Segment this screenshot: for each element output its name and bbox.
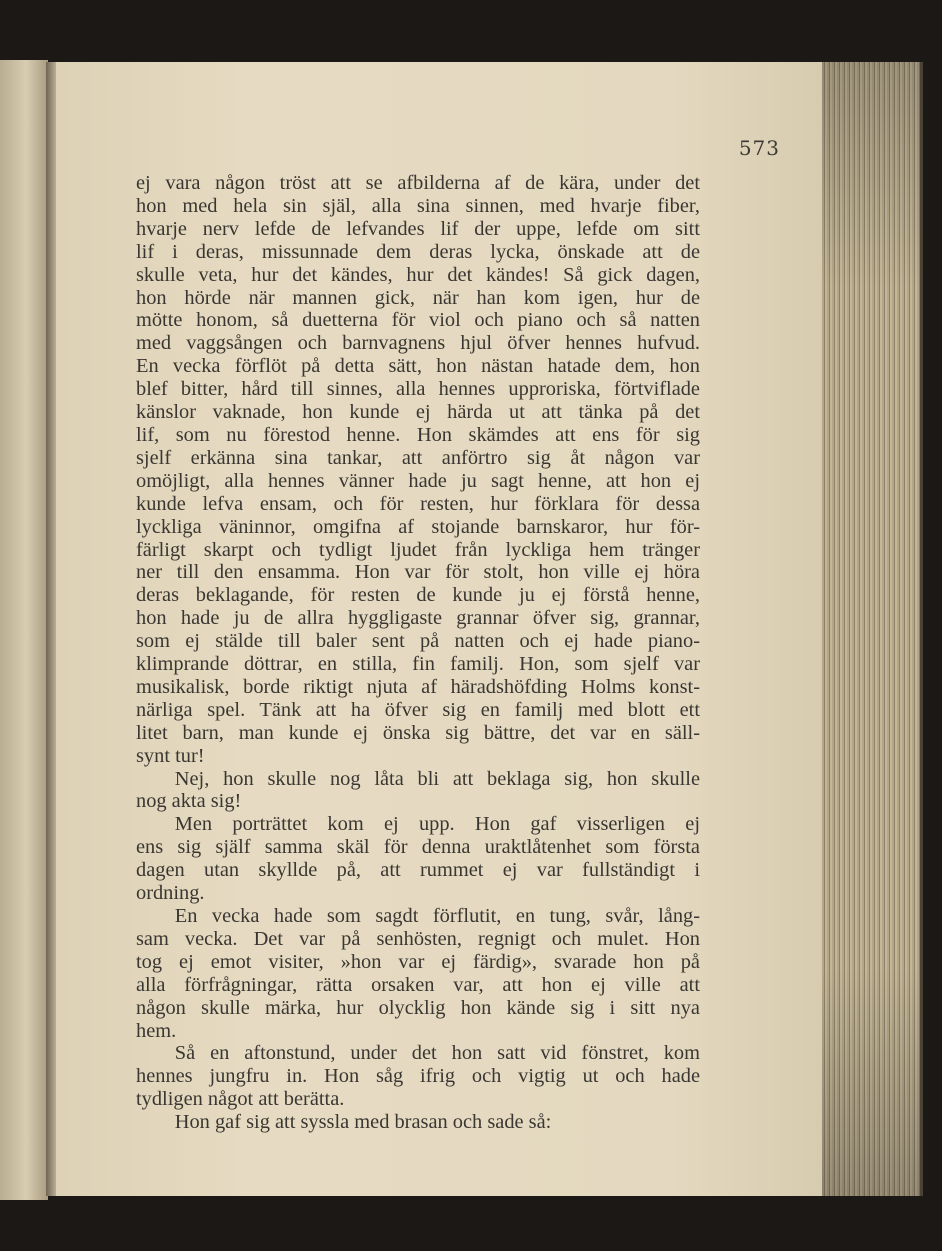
page-stack-shadow xyxy=(822,62,920,1196)
text-line: synt tur! xyxy=(136,744,205,767)
text-line: hon hörde när mannen gick, när han kom igen, hur de xyxy=(136,286,700,309)
text-line: skulle veta, hur det kändes, hur det kändes! Så gick dagen, xyxy=(136,263,700,286)
text-line: Men porträttet kom ej upp. Hon gaf visserligen ej xyxy=(174,813,700,836)
text-line: ens sig själf samma skäl för denna uraktlåtenhet som första xyxy=(136,836,700,859)
text-line: klimprande döttrar, en stilla, fin familj. Hon, som sjelf var xyxy=(136,653,700,676)
book-page xyxy=(56,62,824,1196)
text-line: dagen utan skyllde på, att rummet ej var fullständigt i xyxy=(136,859,700,882)
text-line: blef bitter, hård till sinnes, alla hennes upproriska, förtviflade xyxy=(136,378,700,401)
text-line: hem. xyxy=(136,1019,177,1042)
body-text xyxy=(136,172,700,1134)
text-line: sjelf erkänna sina tankar, att anförtro sig åt någon var xyxy=(136,446,700,469)
text-line: ej vara någon tröst att se afbilderna af de kära, under det xyxy=(136,172,700,194)
text-line: litet barn, man kunde ej önska sig bättre, det var en säll- xyxy=(136,721,700,744)
text-line: hvarje nerv lefde de lefvandes lif der uppe, lefde om sitt xyxy=(136,217,700,240)
text-line: lyckliga väninnor, omgifna af stojande barnskaror, hur för- xyxy=(136,515,700,538)
text-line: tog ej emot visiter, »hon var ej färdig», svarade hon på xyxy=(136,950,700,973)
left-page-edge xyxy=(0,60,48,1200)
text-line: omöjligt, alla hennes vänner hade ju sagt henne, att hon ej xyxy=(136,469,700,492)
text-line: hon hade ju de allra hyggligaste grannar öfver sig, grannar, xyxy=(136,607,700,630)
text-line: nog akta sig! xyxy=(136,790,242,813)
text-line: Så en aftonstund, under det hon satt vid fönstret, kom xyxy=(174,1042,700,1065)
text-line: lif, som nu förestod henne. Hon skämdes att ens för sig xyxy=(136,423,700,446)
text-line: sam vecka. Det var på senhösten, regnigt och mulet. Hon xyxy=(136,927,700,950)
text-line: hon med hela sin själ, alla sina sinnen, med hvarje fiber, xyxy=(136,194,700,217)
text-line: ordning. xyxy=(136,882,205,905)
text-line: musikalisk, borde riktigt njuta af häradshöfding Holms konst- xyxy=(136,675,700,698)
text-line: färligt skarpt och tydligt ljudet från lyckliga hem tränger xyxy=(136,538,700,561)
text-line: En vecka hade som sagdt förflutit, en tung, svår, lång- xyxy=(174,905,700,927)
text-line: som ej stälde till baler sent på natten och ej hade piano- xyxy=(136,630,700,653)
text-line: lif i deras, missunnade dem deras lycka, önskade att de xyxy=(136,240,700,263)
text-line: närliga spel. Tänk att ha öfver sig en familj med blott ett xyxy=(136,698,700,721)
text-line: hennes jungfru in. Hon såg ifrig och vigtig ut och hade xyxy=(136,1065,700,1088)
text-line: känslor vaknade, hon kunde ej härda ut att tänka på det xyxy=(136,401,700,424)
text-line: ner till den ensamma. Hon var för stolt, hon ville ej höra xyxy=(136,561,700,584)
text-line: mötte honom, så duetterna för viol och piano och så natten xyxy=(136,309,700,332)
text-line: Nej, hon skulle nog låta bli att beklaga sig, hon skulle xyxy=(174,767,700,790)
text-line: Hon gaf sig att syssla med brasan och sade så: xyxy=(174,1111,552,1134)
text-line: tydligen något att berätta. xyxy=(136,1088,345,1111)
page-number: 573 xyxy=(738,136,780,160)
text-line: En vecka förflöt på detta sätt, hon nästan hatade dem, hon xyxy=(136,355,700,378)
text-line: någon skulle märka, hur olycklig hon kände sig i sitt nya xyxy=(136,996,700,1019)
text-line: med vaggsången och barnvagnens hjul öfver hennes hufvud. xyxy=(136,332,700,355)
text-line: kunde lefva ensam, och för resten, hur förklara för dessa xyxy=(136,492,700,515)
text-line: alla förfrågningar, rätta orsaken var, att hon ej ville att xyxy=(136,973,700,996)
text-line: deras beklagande, för resten de kunde ju ej förstå henne, xyxy=(136,584,700,607)
